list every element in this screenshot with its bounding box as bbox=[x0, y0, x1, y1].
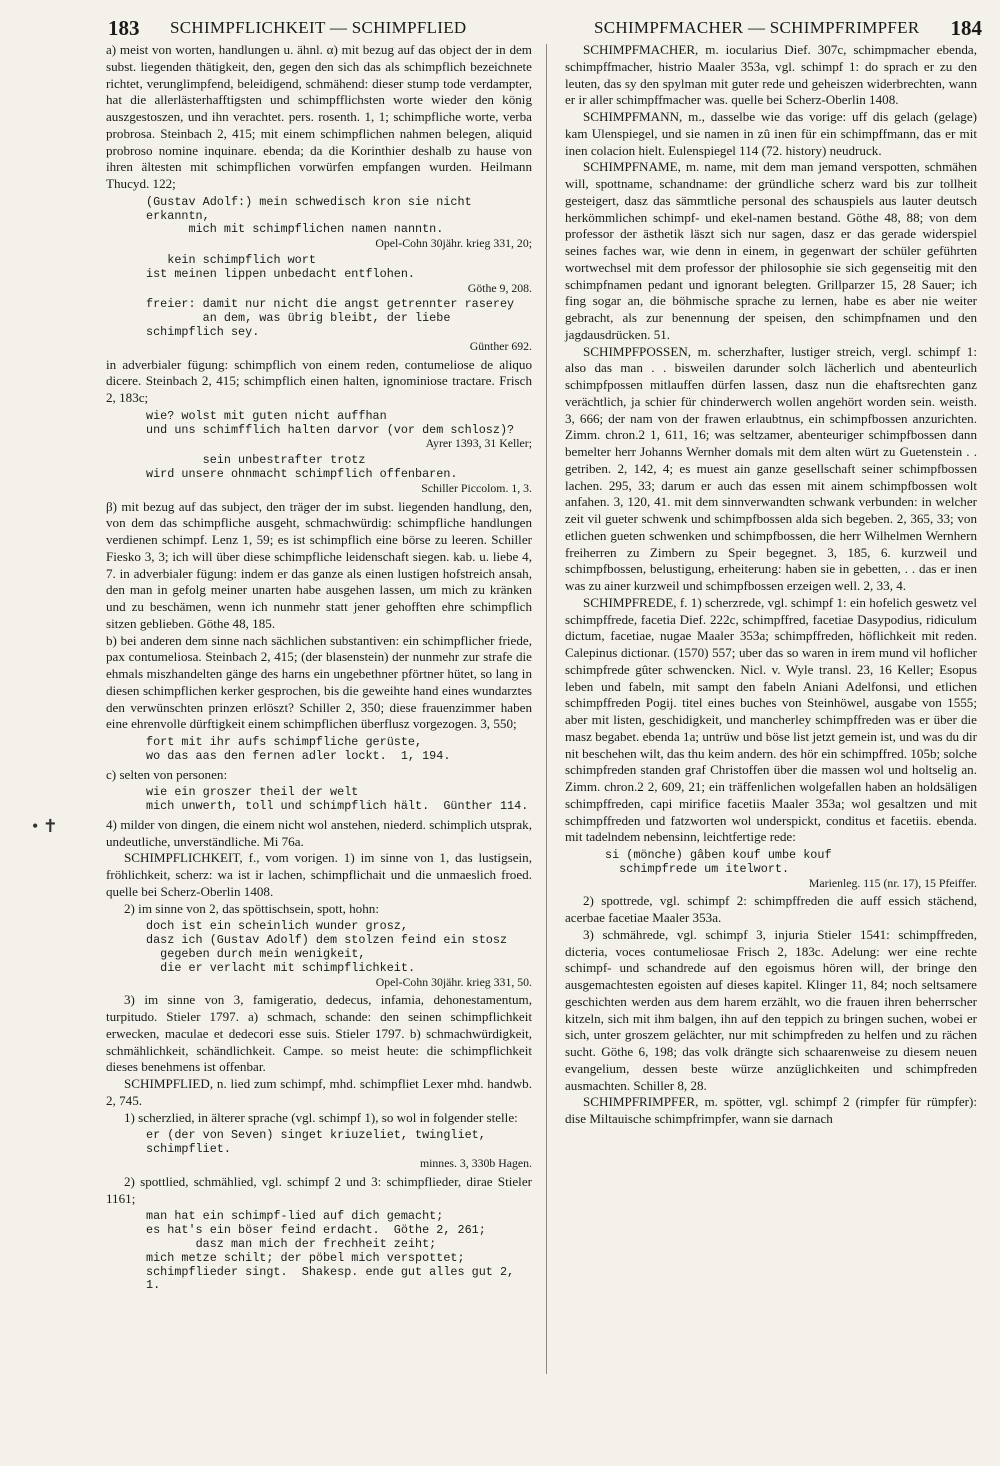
entry-paragraph: 2) spottrede, vgl. schimpf 2: schimpffreden die auff essich stächend, acerbae facetiae Maaler 353a. bbox=[565, 893, 977, 926]
entry-paragraph: SCHIMPFLICHKEIT, f., vom vorigen. 1) im sinne von 1, das lustigsein, fröhlichkeit, scherz: wa ist ir lachen, schimpflichait und die unmaeslich froed. quelle bei Scherz-Oberlin 1408. bbox=[106, 850, 532, 899]
quotation-block bbox=[565, 849, 977, 890]
entry-paragraph: SCHIMPFLIED, n. lied zum schimpf, mhd. schimpfliet Lexer mhd. handwb. 2, 745. bbox=[106, 1076, 532, 1108]
quotation-text: wie ein groszer theil der welt mich unwerth, toll und schimpflich hält. Günther 114. bbox=[146, 785, 529, 814]
quotation-source: Schiller Piccolom. 1, 3. bbox=[421, 480, 532, 495]
entry-paragraph: SCHIMPFPOSSEN, m. scherzhafter, lustiger streich, vergl. schimpf 1: also das man . . bisweilen darunder solch lächerlich und abenteurlich schimpfpossen mitlauffen dürfen lassen, dasz nun die ehaftsrechten ganz verächtlich, ja schier für chinderwerch wollen angehört worden sein. weisth. 3, 666; der nam von der frawen erlaubtnus, ein schimpfbossen anzurichten. Zimm. chron.2 1, 611, 16; was seltzamer, abenteuriger schimpfbossen dann bemelter herr Johanns Wernher domals mit dem alten würt zu Guetenstein . . getriben. 2, 142, 4; es muest ain ganze gesellschaft seiner schimpfbossen lachen. 295, 33; darum er auch das essen mit ainem schimpfbossen wolt anfahen. 3, 120, 41. mit dem sinnverwandten schwank verbunden: in welcher zeit vil gueter schwenk und schimpfbossen alda sich begeben. 2, 365, 33; von etlichen gueten schwenken und schimpfbossen, die herr Wilhelmen Wernhern freiherren zu Zimbern zu Speir begegnet. 3, 185, 6. kurzweil und schimpfbossen, belustigung, erheiterung: haben sie in gebetten, . . das er inen was zu ainer kurzweil und schimpfbossen erzeigen well. 2, 33, 4. bbox=[565, 343, 977, 593]
entry-paragraph: SCHIMPFRIMPFER, m. spötter, vgl. schimpf 2 (rimpfer für rümpfer): dise Miltauische schimpfrimpfer, wann sie darnach bbox=[565, 1094, 977, 1127]
quotation-block bbox=[106, 920, 532, 989]
quotation-text: er (der von Seven) singet kriuzeliet, twingliet, schimpfliet. bbox=[146, 1128, 493, 1157]
quotation-text: man hat ein schimpf-lied auf dich gemacht; es hat's ein böser feind erdacht. Göthe 2, 261; dasz man mich der frechheit zeiht; mich metze schilt; der pöbel mich verspottet; schimpflieder singt. Shakesp. ende gut alles gut 2, 1. bbox=[146, 1209, 515, 1293]
quotation-text: fort mit ihr aufs schimpfliche gerüste, wo das aas den fernen adler lockt. 1, 194. bbox=[146, 735, 451, 763]
quotation-text: wie? wolst mit guten nicht auffhan und uns schimfflich halten darvor (vor dem schlosz)? bbox=[146, 408, 515, 437]
entry-paragraph: SCHIMPFREDE, f. 1) scherzrede, vgl. schimpf 1: ein hofelich geswetz vel schimpffrede, facetia Dief. 222c, schimpffred, facetiae Dasypodius, ridiculum dictum, facetiae, nugae Maaler 353a; schimpffreden, höflichkeit mit reden. Calepinus dictionar. (1570) 557; uber das so waren in irem mund vil hoflicher schimpfrede gûter schwencken. Nicl. v. Wyle transl. 23, 16 Keller; Esopus leben und fabeln, mit sampt den fabeln Aniani Adelfonsi, und etlichen schimpffreden Pogij. titel eines buches von Steinhöwel, ausgabe von 1555; aber mit listen, geschidigkeit, und mancherley schimpffreden was er über die masz begabet. ebenda 1a; untrüw und böse list jetzt gemein ist, und was du dir nit beschehen wilt, das thu keim andern. des hör ein schimpffred. 105b; solche schimpfreden standen graf Christoffen über die massen wol und holtselig an. Zimm. chron.2 2, 609, 21; ein träffenlichen wolgefallen haben an holdsäligen schimpffreden, capi mirifice facetiis Maaler 353a; wol gesaltzen und mit schimpffreden und fatzworten wol underspickt, conditus et facetiis. ebenda. mit tadelndem nebensinn, leichtfertige rede: bbox=[565, 594, 977, 845]
entry-paragraph: 2) spottlied, schmählied, vgl. schimpf 2 und 3: schimpflieder, dirae Stieler 1161; bbox=[106, 1173, 532, 1206]
entry-paragraph: β) mit bezug auf das subject, den träger der im subst. liegenden handlung, den, von dem das schimpfliche ausgeht, schmachwürdig: schimpfliche handlungen verdienen schimpf. Lenz 1, 59; es ist schimpflich eine börse zu leeren. Schiller Fiesko 3, 3; ich will über diese schimpfliche leidenschaft siegen. kab. u. liebe 4, 7. in adverbialer fügung: indem er das ganze als einen lustigen hofstreich ansah, den man in gefolg meiner unarten habe ausgehen lassen, um mich zu kränken und zu beschämen, wenn ich nunmehr statt jener gehofften ehre schimpflich sitzen geblieben. Göthe 48, 185. bbox=[106, 498, 532, 631]
quotation-block bbox=[106, 454, 532, 495]
entry-paragraph: 4) milder von dingen, die einem nicht wol anstehen, niederd. schimplich utsprak, undeutliche, unverständliche. Mi 76a. bbox=[106, 816, 532, 849]
quotation-block bbox=[106, 736, 532, 764]
entry-paragraph: SCHIMPFMACHER, m. iocularius Dief. 307c, schimpmacher ebenda, schimpffmacher, histrio Maaler 353a, vgl. schimpf 1: do sprach er zu den leuten, das sy den spylman mit guter rede und geheiszen widerbrechten, wann er ir aller schimpffmacher was. quelle bei Scherz-Oberlin 1408. bbox=[565, 42, 977, 108]
quotation-source: Göthe 9, 208. bbox=[467, 280, 532, 295]
entry-paragraph: 1) scherzlied, in älterer sprache (vgl. schimpf 1), so wol in folgender stelle: bbox=[124, 1109, 518, 1125]
entry-paragraph: c) selten von personen: bbox=[106, 766, 228, 782]
entry-paragraph: in adverbialer fügung: schimpflich von einem reden, contumeliose de aliquo dicere. Steinbach 2, 415; schimpflich einen halten, ignominiose tractare. Frisch 2, 183c; bbox=[106, 356, 532, 406]
quotation-source: Opel-Cohn 30jähr. krieg 331, 20; bbox=[375, 236, 532, 251]
quotation-text: sein unbestrafter trotz wird unsere ohnmacht schimpflich offenbaren. bbox=[146, 453, 458, 481]
quotation-block bbox=[106, 786, 532, 814]
quotation-source: Marienleg. 115 (nr. 17), 15 Pfeiffer. bbox=[808, 875, 977, 890]
quotation-text: (Gustav Adolf:) mein schwedisch kron sie nicht erkanntn, mich mit schimpflichen namen nanntn. bbox=[146, 194, 472, 237]
entry-paragraph: 2) im sinne von 2, das spöttischsein, spott, hohn: bbox=[124, 900, 379, 916]
entry-paragraph: 3) im sinne von 3, famigeratio, dedecus, infamia, dehonestamentum, turpitudo. Stieler 1797. a) schmach, schande: den seinen schimpflichkeit erwecken, maculae et dedecori esse suis. Stieler 1797. b) schmachwürdigkeit, schmählichkeit, schändlichkeit. Campe. so meist heute: die schimpflichkeit dieses benehmens ist offenbar. bbox=[106, 992, 532, 1075]
quotation-block bbox=[106, 1129, 532, 1170]
entry-paragraph: b) bei anderen dem sinne nach sächlichen substantiven: ein schimpflicher friede, pax contumeliosa. Steinbach 2, 415; (der blasenstein) der nunmehr zur strafe die ehmals miszhandelten gänge des harns ein ungebethner pförtner hütet, so lang in diesen schimpflichen kerker gesprochen, bis die geweihte hand eines wundarztes den verwünschten prinzen erlöszt? Schiller 2, 350; diese frauenzimmer haben eine ehrenvolle dürftigkeit einem schimpflichen überflusz vorgezogen. 3, 550; bbox=[106, 632, 532, 732]
quotation-source: Ayrer 1393, 31 Keller; bbox=[425, 436, 532, 451]
column-divider bbox=[546, 44, 547, 1374]
right-page-number: 184 bbox=[950, 16, 982, 40]
margin-mark: • ✝ bbox=[32, 816, 58, 836]
quotation-block bbox=[106, 298, 532, 353]
quotation-text: doch ist ein scheinlich wunder grosz, dasz ich (Gustav Adolf) dem stolzen feind ein stosz gegeben durch mein wenigkeit, die er verlacht mit schimpflichkeit. bbox=[146, 919, 508, 975]
quotation-block bbox=[106, 196, 532, 251]
page-header bbox=[0, 10, 1000, 44]
left-running-head: SCHIMPFLICHKEIT — SCHIMPFLIED bbox=[170, 18, 467, 37]
entry-paragraph: SCHIMPFMANN, m., dasselbe wie das vorige: uff dis gelach (gelage) kam Ulenspiegel, und sie namen in zû inen für ein schimpffmann, das er mit inen colacion hielt. Eulenspiegel 114 (72. history) neudruck. bbox=[565, 109, 977, 158]
left-column bbox=[106, 42, 532, 1296]
right-column bbox=[565, 42, 977, 1128]
quotation-text: kein schimpflich wort ist meinen lippen unbedacht entflohen. bbox=[146, 252, 416, 281]
right-running-head: SCHIMPFMACHER — SCHIMPFRIMPFER bbox=[594, 18, 920, 37]
quotation-block bbox=[106, 410, 532, 451]
quotation-block bbox=[106, 254, 532, 295]
quotation-source: Günther 692. bbox=[469, 338, 532, 353]
quotation-text: freier: damit nur nicht die angst getrennter raserey an dem, was übrig bleibt, der liebe schimpflich sey. bbox=[146, 297, 515, 339]
entry-paragraph: 3) schmährede, vgl. schimpf 3, injuria Stieler 1541: schimpffreden, dicteria, voces contumeliosae Frisch 2, 183c. Adelung: wer eine rechte schimpf- und schandrede auf den egoismus hören will, der bringe den ausgemachtesten egoisten auf dieses kapitel. Klinger 11, 84; noch seltsamere geschichten werden aus dem harem erzählt, wo die frauen ihren beherrscher kitzeln, sich mit ihm balgen, ihn auf den teppich zu bringen suchen, wobei er sich, unter groszem gelächter, nur mit schimpfreden zu helfen und zu rächen sucht. Göthe 6, 198; das volk drängte sich schaarenweise zu diesem neuen evangelium, dessen beste würze anzüglichkeiten und schimpfreden ausmachten. Schiller 8, 28. bbox=[565, 926, 977, 1093]
entry-paragraph: SCHIMPFNAME, m. name, mit dem man jemand verspotten, schmähen will, spottname, schandname: der gründliche scherz ward bis zur tollheit gesteigert, dasz das sämmtliche personal des schauspiels aus lauter deutsch herkömmlichen schimpf- und ekel-namen bestand. Göthe 48, 88; von dem professor der ästhetik läszt sich nur sagen, dasz er das gerade widerspiel seines faches war, wie denn in einem, in gegenwart der schüler geführten wortwechsel mit dem professor der philosophie sie sich gegenseitig mit den schimpfnamen pedant und ignorant belegten. Grillparzer 15, 28 Sauer; ich fing sogar an, die böhmische sprache zu lernen, habe es aber nie weiter gebracht, als zur benennung der speisen, den schimpfnamen und den jagdausdrücken. 51. bbox=[565, 159, 977, 342]
quotation-block bbox=[106, 1210, 532, 1293]
entry-paragraph: a) meist von worten, handlungen u. ähnl. α) mit bezug auf das object der in dem subst. liegenden thätigkeit, den, gegen den sich das als schimpflich bezeichnete richtet, verunglimpfend, beleidigend, schmähend: dieser stump tode verdampter, hat die allerlästerhafftigsten und schimpfflichsten worte wieder den könig auszgestoszen, und ihn verachtet. pers. rosenth. 1, 1; schimpfliche worte, verba probrosa. Steinbach 2, 415; mit einem schimpflichen nahmen belegen, aliquid probroso nomine inquinare. ebenda; da die Korinthier deshalb zu hause von ihren ältesten mit schimpflichen vorwürfen empfangen wurden. Heilmann Thucyd. 122; bbox=[106, 42, 532, 191]
left-page-number: 183 bbox=[108, 16, 140, 40]
quotation-source: minnes. 3, 330b Hagen. bbox=[419, 1156, 532, 1171]
quotation-text: si (mönche) gâben kouf umbe kouf schimpfrede um itelwort. bbox=[605, 848, 832, 876]
quotation-source: Opel-Cohn 30jähr. krieg 331, 50. bbox=[375, 974, 532, 989]
